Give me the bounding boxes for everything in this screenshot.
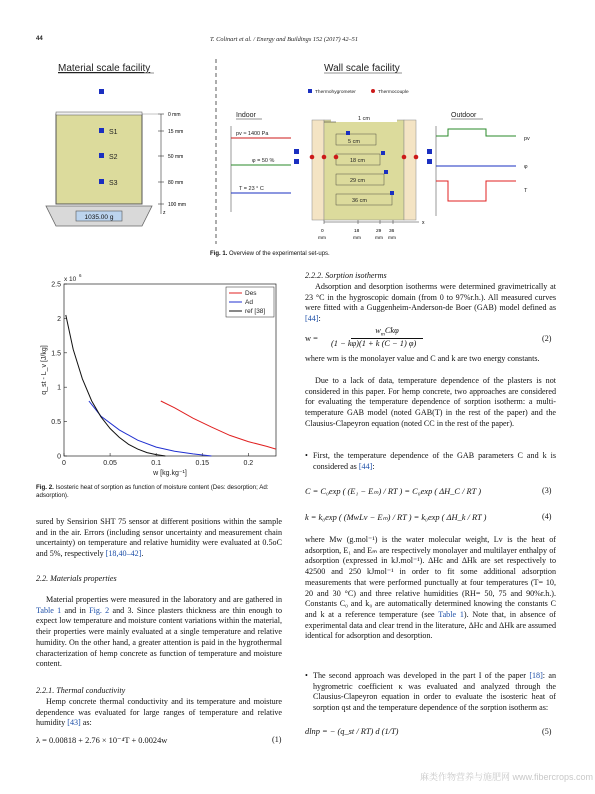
y-tick-label: 0 — [57, 453, 61, 461]
svg-text:φ = 50 %: φ = 50 % — [252, 158, 275, 164]
section-2-2-2-heading: 2.2.2. Sorption isotherms — [305, 271, 387, 280]
equation-5-number: (5) — [542, 727, 552, 736]
svg-text:φ: φ — [524, 164, 528, 170]
legend-label-0: Des — [245, 290, 257, 297]
svg-text:0: 0 — [321, 229, 324, 234]
svg-text:S1: S1 — [109, 129, 118, 136]
fig-2-link[interactable]: Fig. 2 — [89, 605, 110, 615]
legend-label-2: ref [38] — [245, 308, 266, 315]
svg-text:18 cm: 18 cm — [350, 158, 365, 164]
air-sensor-icon — [99, 89, 104, 94]
svg-text:S2: S2 — [109, 154, 118, 161]
wall-scale-title: Wall scale facility — [324, 63, 400, 74]
ref-link[interactable]: [44] — [358, 461, 373, 471]
equation-1-number: (1) — [272, 735, 282, 744]
svg-text:Thermocouple: Thermocouple — [378, 90, 409, 95]
equation-2: w = $w_mCk\varphi$ (1 − kφ)(1 + k (C − 1) φ) (2) — [305, 326, 552, 348]
svg-text:1 cm: 1 cm — [358, 116, 370, 122]
right-paragraph-2: where wm is the monolayer value and C and k are two energy constants. — [305, 354, 540, 363]
svg-text:pv ≈ 1400 Pa: pv ≈ 1400 Pa — [236, 131, 269, 137]
y-exponent-power: 6 — [79, 273, 82, 278]
svg-text:29: 29 — [376, 229, 382, 234]
x-axis-label: w [kg.kg⁻¹] — [153, 470, 187, 477]
y-tick-label: 2.5 — [51, 281, 61, 289]
ref-link[interactable]: [18,40–42] — [105, 549, 142, 559]
svg-text:50 mm: 50 mm — [168, 154, 184, 160]
thermocouple-legend-icon — [371, 89, 375, 93]
hygrometer-legend-icon — [308, 89, 312, 93]
left-paragraph-1: sured by Sensirion SHT 75 sensor at different positions within the sample and in the air. Errors (including sensor uncertainty and measurement chain uncertainty) on temperature and relative humidity were evaluated at 0.5oC and 5%, respectively [18,40–42]. — [36, 517, 282, 559]
x-tick-label: 0.2 — [243, 460, 254, 467]
right-paragraph-1: Adsorption and desorption isotherms were determined gravimetrically at 23 °C in the hygroscopic domain (from 0 to 97%r.h.). All measured curves were fitted with a Guggenheim-Anderson-de Boer (GAB) model defined as [44]: — [305, 282, 556, 324]
svg-text:mm: mm — [388, 236, 396, 241]
svg-text:15 mm: 15 mm — [168, 129, 184, 135]
svg-text:T: T — [524, 188, 528, 194]
svg-text:36: 36 — [389, 229, 395, 234]
svg-text:pv: pv — [524, 136, 530, 142]
equation-4-number: (4) — [542, 512, 552, 521]
right-paragraph-4: where Mw (g.mol⁻¹) is the water molecular weight, Lv is the heat of adsorption, E₁ and Eₘ are respectively monolayer and multilayer enthalpy of adsorption (expressed in kJ.mol⁻¹). ΔHc and ΔHk are set respectively to 42500 and 250 kJmol⁻¹ in order to fit some additional adsorption measurements that were performed punctually at four temperatures (T= 10, 20 and 30 °C) and three relative humidities (RH= 50, 75 and 90%r.h.). Constants C₀ and k₀ are automatically determined knowing the constants C and k at a reference temperature (see Table 1). Note that, in absence of experimental data and clear trend in the literature, ΔHc and ΔHk are assumed identical for adsorption and desorption. — [305, 535, 556, 641]
svg-text:x: x — [422, 220, 425, 226]
bullet-2: • The second approach was developed in the part I of the paper [18]: an hygrometric coefficient κ was evaluated and analyzed through the Clausius-Clapeyron equation in order to evaluate the isosteric heat of sorption qst and the temperature dependence of the sorption isotherm as: — [305, 671, 556, 713]
scale-readout: 1035.00 g — [84, 214, 114, 221]
x-tick-label: 0.15 — [195, 460, 210, 467]
section-2-2-1-heading: 2.2.1. Thermal conductivity — [36, 686, 126, 695]
material-scale-title: Material scale facility — [58, 63, 151, 74]
svg-text:mm: mm — [353, 236, 361, 241]
equation-3: C = C₀exp ( (E₁ − Eₘ) / RT ) = C₀exp ( ΔH_C / RT ) — [305, 487, 482, 496]
x-tick-label: 0 — [62, 460, 66, 467]
ref-link[interactable]: [44] — [305, 314, 319, 324]
table-1-link[interactable]: Table 1 — [438, 609, 464, 619]
page-number: 44 — [36, 36, 43, 42]
equation-5: dlnp = − (q_st / RT) d (1/T) — [305, 727, 399, 736]
y-tick-label: 1.5 — [51, 350, 61, 358]
svg-text:T = 23 ° C: T = 23 ° C — [239, 186, 264, 192]
figure-1-graphic — [36, 54, 561, 254]
figure-2-caption: Fig. 2. Isosteric heat of sorption as function of moisture content (Des: desorption; Ad: adsorption). — [36, 484, 269, 499]
x-tick-label: 0.1 — [151, 460, 162, 467]
table-1-link[interactable]: Table 1 — [36, 605, 62, 615]
watermark: 麻类作物营养与施肥网 www.fibercrops.com — [420, 772, 594, 782]
left-paragraph-3: Hemp concrete thermal conductivity and its temperature and moisture dependence was evaluated for large ranges of temperature and relative humidity [43] as: — [36, 697, 282, 728]
figure-1-caption: Fig. 1. Overview of the experimental set-ups. — [210, 251, 330, 257]
equation-4: k = k₀exp ( (MwLv − Eₘ) / RT ) = k₀exp ( ΔH_k / RT ) — [305, 513, 487, 522]
legend-label-1: Ad — [245, 299, 253, 306]
left-paragraph-2: Material properties were measured in the laboratory and are gathered in Table 1 and in Fig. 2 and 3. Since plasters thickness are thin enough to expect low temperature and moisture content variations within the material, their properties were mainly evaluated at a single temperature and relative humidity. On the other hand, a greater attention is paid in the hygrothermal characterization of hemp concrete as function of temperature and moisture content. — [36, 595, 282, 669]
svg-text:100 mm: 100 mm — [168, 202, 187, 208]
svg-text:mm: mm — [375, 236, 383, 241]
running-header: T. Colinart et al. / Energy and Buildings 152 (2017) 42–51 — [210, 36, 358, 43]
svg-text:18: 18 — [354, 229, 360, 234]
svg-text:0 mm: 0 mm — [168, 112, 181, 118]
svg-text:Indoor: Indoor — [236, 112, 256, 119]
svg-text:z: z — [163, 210, 166, 216]
equation-1: λ = 0.00818 + 2.76 × 10⁻⁴T + 0.0024w — [36, 736, 168, 745]
svg-text:S3: S3 — [109, 180, 118, 187]
svg-text:36 cm: 36 cm — [352, 198, 367, 204]
right-paragraph-3: Due to a lack of data, temperature dependence of the plasters is not considered in this paper. For hemp concrete, two approaches are considered for evaluating the temperature dependence of sorption isotherm: a multi-temperature GAB model (noted GAB(T) in the rest of the paper) and the Clausius-Clapeyron equation (noted CC in the rest of the paper). — [305, 376, 556, 428]
section-2-2-heading: 2.2. Materials properties — [36, 574, 117, 583]
y-exponent-label: x 10 — [64, 276, 77, 283]
svg-text:Thermohygrometer: Thermohygrometer — [315, 90, 356, 95]
svg-text:29 cm: 29 cm — [350, 178, 365, 184]
y-tick-label: 0.5 — [51, 419, 61, 427]
x-tick-label: 0.05 — [103, 460, 117, 467]
figure-2 — [36, 270, 286, 480]
ref-link[interactable]: [43] — [67, 718, 81, 728]
y-tick-label: 1 — [57, 384, 61, 392]
svg-text:mm: mm — [318, 236, 326, 241]
svg-text:80 mm: 80 mm — [168, 180, 184, 186]
svg-text:5 cm: 5 cm — [348, 139, 360, 145]
bullet-1: • First, the temperature dependence of the GAB parameters C and k is considered as [44]: — [305, 451, 556, 471]
equation-3-number: (3) — [542, 486, 552, 495]
ref-link[interactable]: [18] — [529, 671, 543, 680]
y-axis-label: q_st - L_v [J/kg] — [41, 345, 48, 395]
isosteric-heat-chart — [36, 270, 286, 480]
y-tick-label: 2 — [57, 315, 61, 323]
svg-text:Outdoor: Outdoor — [451, 112, 477, 119]
figure-1 — [36, 54, 561, 254]
